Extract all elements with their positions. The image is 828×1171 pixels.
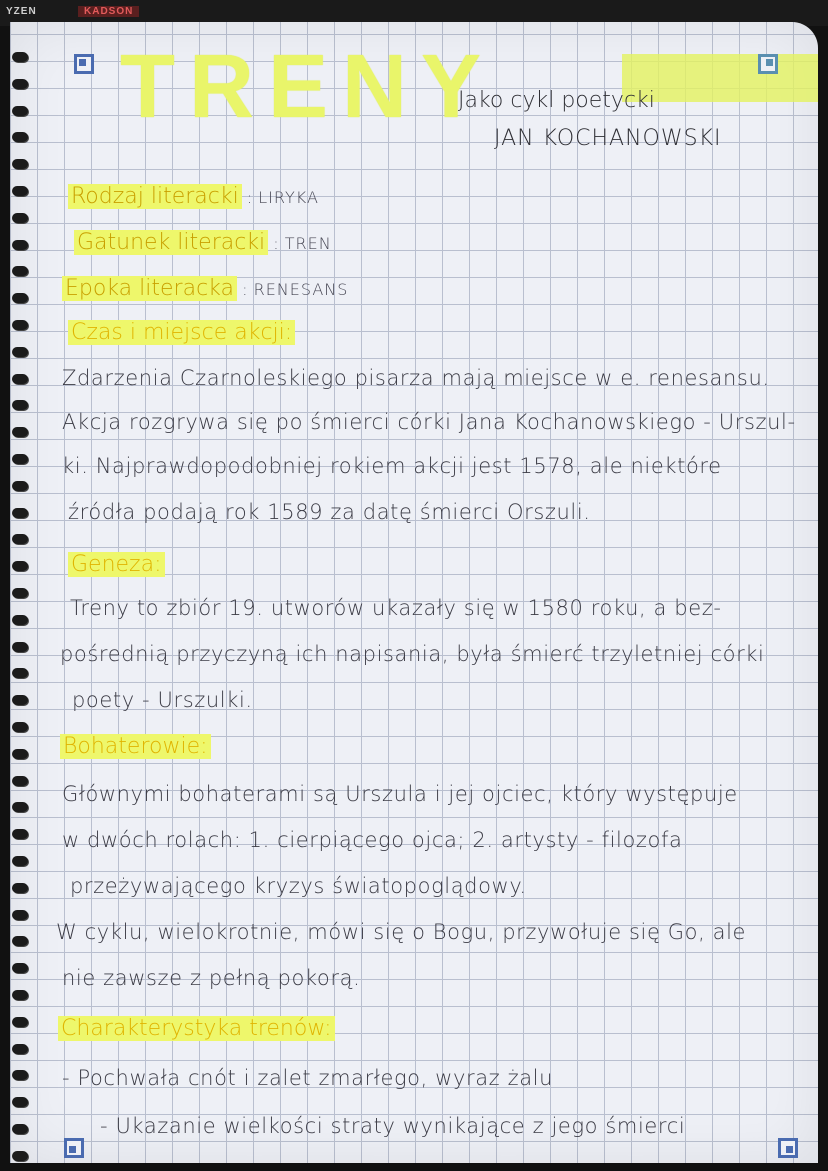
time-place-line: Akcja rozgrywa się po śmierci córki Jana Kochanowskiego - Urszul- <box>62 410 796 434</box>
spiral-ring <box>12 615 28 625</box>
spiral-ring <box>12 695 28 705</box>
spiral-ring <box>12 427 28 437</box>
spiral-ring <box>12 320 28 330</box>
heading-genesis: Geneza: <box>68 552 165 577</box>
time-place-line: źródła podają rok 1589 za datę śmierci Orszuli. <box>68 500 591 524</box>
spiral-ring <box>12 534 28 544</box>
time-place-line: Zdarzenia Czarnoleskiego pisarza mają miejsce w e. renesansu. <box>62 366 770 390</box>
notebook-brand-left: YZEN <box>6 6 37 17</box>
fact-value: LIRYKA <box>258 188 319 207</box>
spiral-ring <box>12 1017 28 1027</box>
spiral-ring <box>12 400 28 410</box>
spiral-ring <box>12 213 28 223</box>
corner-marker-bottom-right-icon <box>778 1138 798 1158</box>
page-title: TRENY <box>120 37 496 137</box>
spiral-ring <box>12 749 28 759</box>
genesis-line: poety - Urszulki. <box>72 688 253 712</box>
fact-genre-kind <box>68 184 319 209</box>
subtitle-author: JAN KOCHANOWSKI <box>494 126 722 151</box>
spiral-ring <box>12 1070 28 1080</box>
time-place-line: ki. Najprawdopodobniej rokiem akcji jest 1578, ale niektóre <box>62 454 722 478</box>
spiral-ring <box>12 722 28 732</box>
heroes-line: nie zawsze z pełną pokorą. <box>62 966 361 990</box>
heading-time-place: Czas i miejsce akcji: <box>68 320 295 345</box>
notebook-brand-right: KADSON <box>78 6 139 17</box>
fact-label: Gatunek literacki <box>74 230 268 255</box>
heading-characteristics: Charakterystyka trenów: <box>58 1016 335 1041</box>
corner-marker-bottom-left-icon <box>64 1138 84 1158</box>
genesis-line: pośrednią przyczyną ich napisania, była śmierć trzyletniej córki <box>60 642 765 666</box>
spiral-ring <box>12 856 28 866</box>
corner-marker-top-right-icon <box>758 54 778 74</box>
genesis-line: Treny to zbiór 19. utworów ukazały się w 1580 roku, a bez- <box>70 596 722 620</box>
heading-heroes: Bohaterowie: <box>60 734 211 759</box>
spiral-ring <box>12 1044 28 1054</box>
spiral-ring <box>12 374 28 384</box>
fact-label: Epoka literacka <box>62 276 237 301</box>
spiral-ring <box>12 990 28 1000</box>
spiral-ring <box>12 776 28 786</box>
spiral-ring <box>12 52 28 62</box>
spiral-ring <box>12 508 28 518</box>
spiral-ring <box>12 293 28 303</box>
spiral-ring <box>12 240 28 250</box>
heroes-line: przeżywającego kryzys światopoglądowy. <box>70 874 527 898</box>
fact-genre <box>74 230 332 255</box>
subtitle-cycle: Jako cykl poetycki <box>458 88 655 113</box>
spiral-ring <box>12 561 28 571</box>
characteristics-line: - Ukazanie wielkości straty wynikające z jego śmierci <box>100 1114 686 1138</box>
heroes-line: Głównymi bohaterami są Urszula i jej ojciec, który występuje <box>62 782 738 806</box>
notebook-page <box>10 22 818 1163</box>
spiral-ring <box>12 910 28 920</box>
spiral-ring <box>12 159 28 169</box>
spiral-ring <box>12 936 28 946</box>
spiral-ring <box>12 1151 28 1161</box>
heroes-line: w dwóch rolach: 1. cierpiącego ojca; 2. artysty - filozofa <box>62 828 683 852</box>
spiral-ring <box>12 642 28 652</box>
spiral-ring <box>12 266 28 276</box>
spiral-ring <box>12 668 28 678</box>
fact-label: Rodzaj literacki <box>68 184 242 209</box>
fact-separator: : <box>246 188 254 207</box>
fact-separator: : <box>242 280 249 299</box>
spiral-ring <box>12 1097 28 1107</box>
fact-value: RENESANS <box>253 280 349 299</box>
spiral-ring <box>12 802 28 812</box>
spiral-ring <box>12 454 28 464</box>
spiral-ring <box>12 1124 28 1134</box>
fact-separator: : <box>273 234 280 253</box>
spiral-ring <box>12 963 28 973</box>
spiral-ring <box>12 829 28 839</box>
fact-value: TREN <box>284 234 332 253</box>
spiral-ring <box>12 588 28 598</box>
spiral-ring <box>12 79 28 89</box>
spiral-ring <box>12 347 28 357</box>
spiral-ring <box>12 186 28 196</box>
corner-marker-top-left-icon <box>74 54 94 74</box>
spiral-ring <box>12 106 28 116</box>
spiral-ring <box>12 481 28 491</box>
spiral-ring <box>12 883 28 893</box>
spiral-ring <box>12 132 28 142</box>
characteristics-line: - Pochwała cnót i zalet zmarłego, wyraz żalu <box>62 1066 554 1090</box>
heroes-line: W cyklu, wielokrotnie, mówi się o Bogu, przywołuje się Go, ale <box>56 920 747 944</box>
spiral-binding <box>10 52 28 1163</box>
fact-epoch <box>62 276 348 301</box>
